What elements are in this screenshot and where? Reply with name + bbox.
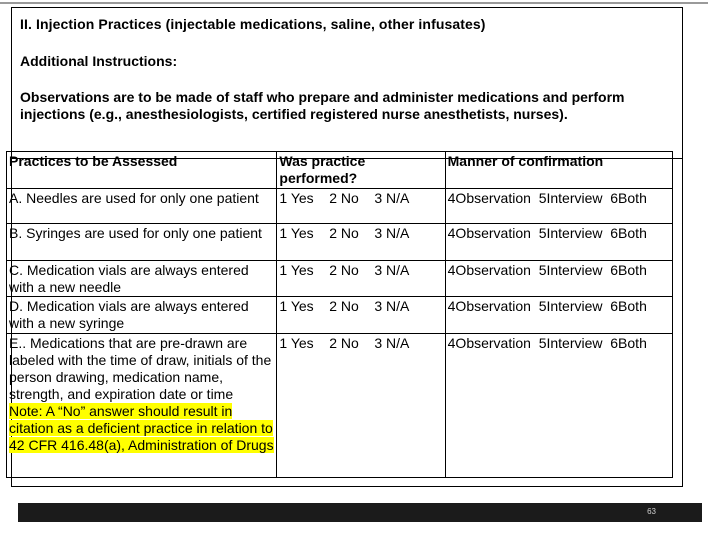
- practice-cell: A. Needles are used for only one patient: [7, 189, 277, 224]
- performed-options[interactable]: [277, 189, 445, 224]
- practices-table: [6, 151, 673, 478]
- page-number: 63: [647, 507, 656, 516]
- confirmation-options-text: 4Observation 5Interview 6Both: [447, 262, 647, 278]
- practice-cell: B. Syringes are used for only one patient: [7, 224, 277, 261]
- confirmation-options[interactable]: [445, 189, 672, 224]
- practice-cell: C. Medication vials are always entered with a new needle: [7, 261, 277, 297]
- performed-options[interactable]: [277, 297, 445, 334]
- performed-options-text: 1 Yes 2 No 3 N/A: [279, 262, 410, 278]
- table-row: [7, 224, 673, 261]
- section-header: [12, 8, 682, 159]
- table-row: [7, 189, 673, 224]
- header-practice: Practices to be Assessed: [7, 152, 277, 189]
- performed-options-text: 1 Yes 2 No 3 N/A: [279, 335, 410, 351]
- confirmation-options[interactable]: [445, 297, 672, 334]
- citation-note: Note: A “No” answer should result in citation as a deficient practice in relation to 42 CFR 416.48(a), Administration of Drugs: [9, 403, 274, 453]
- instructions-heading: Additional Instructions:: [20, 53, 178, 69]
- confirmation-options-text: 4Observation 5Interview 6Both: [447, 298, 647, 314]
- practice-text: E.. Medications that are pre-drawn are labeled with the time of draw, initials of the person drawing, medication name, strength, and expiration date or time: [9, 335, 272, 402]
- performed-options[interactable]: [277, 261, 445, 297]
- confirmation-options[interactable]: [445, 224, 672, 261]
- performed-options-text: 1 Yes 2 No 3 N/A: [279, 225, 410, 241]
- instructions-body: Observations are to be made of staff who prepare and administer medications and perform injections (e.g., anesthesiologists, certified registered nurse anesthetists, nurses).: [20, 89, 625, 122]
- confirmation-options-text: 4Observation 5Interview 6Both: [447, 335, 647, 351]
- performed-options-text: 1 Yes 2 No 3 N/A: [279, 190, 410, 206]
- table-row: [7, 261, 673, 297]
- section-title: II. Injection Practices (injectable medications, saline, other infusates): [20, 16, 486, 32]
- confirmation-options[interactable]: [445, 261, 672, 297]
- confirmation-options[interactable]: [445, 334, 672, 478]
- header-performed: Was practice performed?: [277, 152, 445, 189]
- footer-bar: [18, 503, 702, 522]
- table-row: [7, 297, 673, 334]
- table-header-row: [7, 152, 673, 189]
- confirmation-options-text: 4Observation 5Interview 6Both: [447, 190, 647, 206]
- practice-cell: D. Medication vials are always entered with a new syringe: [7, 297, 277, 334]
- table-row: [7, 334, 673, 478]
- confirmation-options-text: 4Observation 5Interview 6Both: [447, 225, 647, 241]
- practice-cell: [7, 334, 277, 478]
- header-confirmation: Manner of confirmation: [445, 152, 672, 189]
- performed-options[interactable]: [277, 224, 445, 261]
- top-rule: [0, 2, 708, 4]
- performed-options-text: 1 Yes 2 No 3 N/A: [279, 298, 410, 314]
- performed-options[interactable]: [277, 334, 445, 478]
